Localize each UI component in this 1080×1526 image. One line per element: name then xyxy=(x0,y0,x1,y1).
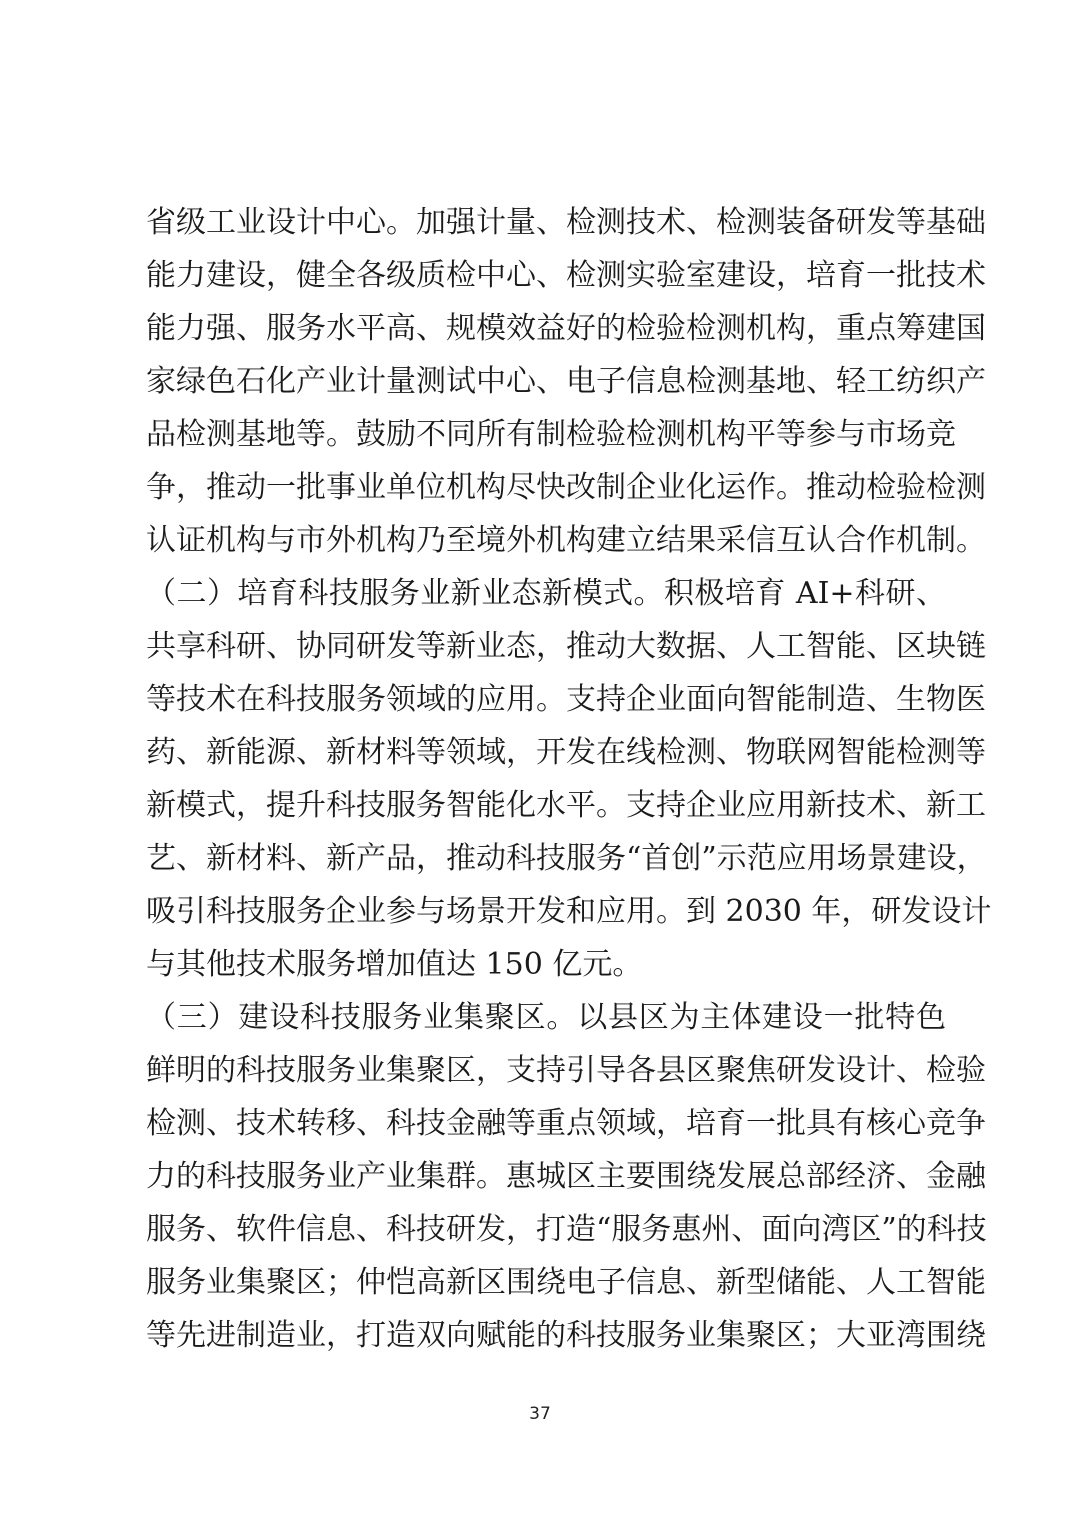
section-heading-line: （二）培育科技服务业新业态新模式。积极培育 AI+科研、 xyxy=(146,576,946,611)
text-line: 吸引科技服务企业参与场景开发和应用。到 2030 年，研发设计 xyxy=(146,894,992,929)
text-line: 新模式，提升科技服务智能化水平。支持企业应用新技术、新工 xyxy=(146,788,986,823)
text-line: 力的科技服务业产业集群。惠城区主要围绕发展总部经济、金融 xyxy=(146,1159,986,1194)
text-line: 家绿色石化产业计量测试中心、电子信息检测基地、轻工纺织产 xyxy=(146,364,986,399)
text-line: 服务业集聚区；仲恺高新区围绕电子信息、新型储能、人工智能 xyxy=(146,1265,986,1300)
text-line: 能力强、服务水平高、规模效益好的检验检测机构，重点筹建国 xyxy=(146,311,986,346)
text-line: 品检测基地等。鼓励不同所有制检验检测机构平等参与市场竞 xyxy=(146,417,956,452)
text-line: 共享科研、协同研发等新业态，推动大数据、人工智能、区块链 xyxy=(146,629,986,664)
text-line: 艺、新材料、新产品，推动科技服务“首创”示范应用场景建设， xyxy=(146,841,987,876)
page-number: 37 xyxy=(529,1404,551,1424)
text-line: 与其他技术服务增加值达 150 亿元。 xyxy=(146,947,643,982)
text-line: 药、新能源、新材料等领域，开发在线检测、物联网智能检测等 xyxy=(146,735,986,770)
text-line: 鲜明的科技服务业集聚区，支持引导各县区聚焦研发设计、检验 xyxy=(146,1053,986,1088)
document-body xyxy=(146,196,992,1362)
section-heading-line: （三）建设科技服务业集聚区。以县区为主体建设一批特色 xyxy=(146,1000,946,1035)
text-line: 认证机构与市外机构乃至境外机构建立结果采信互认合作机制。 xyxy=(146,523,986,558)
text-line: 能力建设，健全各级质检中心、检测实验室建设，培育一批技术 xyxy=(146,258,986,293)
text-line: 省级工业设计中心。加强计量、检测技术、检测装备研发等基础 xyxy=(146,205,986,240)
text-line: 等先进制造业，打造双向赋能的科技服务业集聚区；大亚湾围绕 xyxy=(146,1318,986,1353)
text-line: 等技术在科技服务领域的应用。支持企业面向智能制造、生物医 xyxy=(146,682,986,717)
text-line: 服务、软件信息、科技研发，打造“服务惠州、面向湾区”的科技 xyxy=(146,1212,987,1247)
text-line: 检测、技术转移、科技金融等重点领域，培育一批具有核心竞争 xyxy=(146,1106,986,1141)
text-line: 争，推动一批事业单位机构尽快改制企业化运作。推动检验检测 xyxy=(146,470,986,505)
